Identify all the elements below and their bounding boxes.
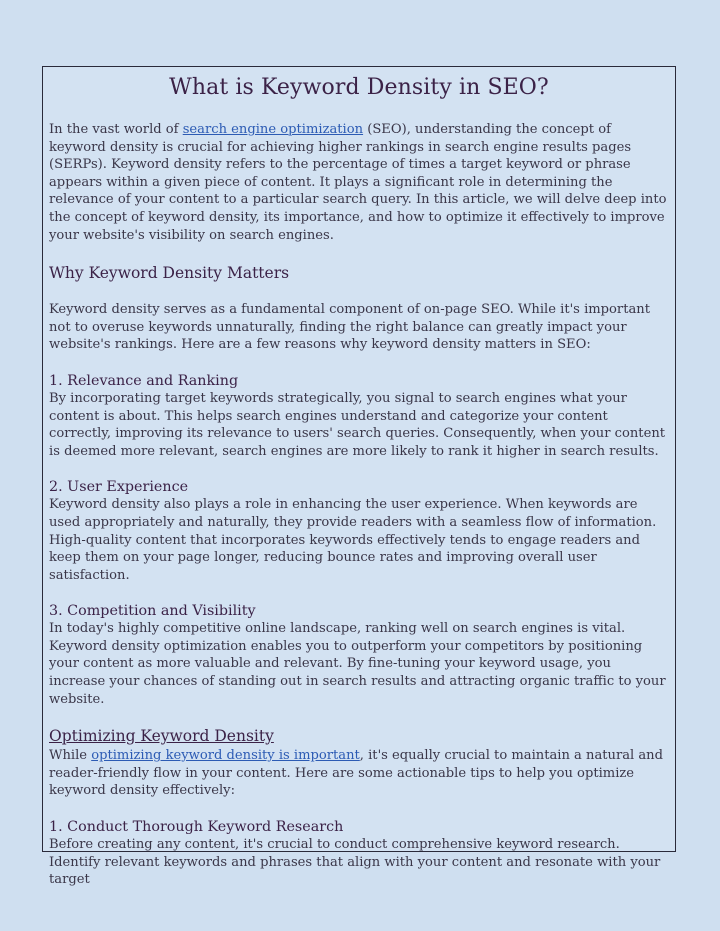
- reason-heading: 1. Relevance and Ranking: [49, 372, 239, 389]
- seo-link[interactable]: search engine optimization: [182, 122, 364, 137]
- intro-text-end: (SEO), understanding the concept of keyword density is crucial for achieving higher rankings in search engine results pages (SERPs). Keyword density refers to the percentage of times a target keyword or phrase appears within a given piece of content. It plays a significant role in determining the relevance of your content to a particular search query. In this article, we will delve deep into the concept of keyword density, its importance, and how to optimize it effectively to improve your website's visibility on search engines.: [49, 122, 667, 243]
- optimizing-text-end: , it's equally crucial to maintain a natural and reader-friendly flow in your content. Here are some actionable tips to help you optimize keyword density effectively:: [49, 748, 663, 799]
- intro-paragraph: [49, 121, 669, 244]
- reason-heading: 3. Competition and Visibility: [49, 603, 256, 620]
- document-page: [42, 66, 676, 888]
- section-heading-why: Why Keyword Density Matters: [49, 264, 290, 283]
- tip-heading: 1. Conduct Thorough Keyword Research: [49, 819, 344, 836]
- optimizing-link[interactable]: optimizing keyword density is important: [91, 748, 360, 764]
- document-body: [43, 73, 675, 889]
- tip-paragraph: Before creating any content, it's crucial to conduct comprehensive keyword research. Identify relevant keywords and phrases that align with your content and resonate with your target: [49, 837, 661, 888]
- reason-paragraph: By incorporating target keywords strategically, you signal to search engines what your content is about. This helps search engines understand and categorize your content correctly, improving its relevance to users' search queries. Consequently, when your content is deemed more relevant, search engines are more likely to rank it higher in search results.: [49, 390, 666, 459]
- reason-paragraph: Keyword density also plays a role in enhancing the user experience. When keywords are used appropriately and naturally, they provide readers with a seamless flow of information. High-quality content that incorporates keywords effectively tends to engage readers and keep them on your page longer, reducing bounce rates and improving overall user satisfaction.: [49, 497, 657, 583]
- page-title: What is Keyword Density in SEO?: [169, 75, 549, 100]
- optimizing-text-start: While: [49, 748, 92, 764]
- reason-paragraph: In today's highly competitive online landscape, ranking well on search engines is vital. Keyword density optimization enables you to outperform your competitors by positioning your content as more valuable and relevant. By fine-tuning your keyword usage, you increase your chances of standing out in search results and attracting organic traffic to your website.: [49, 621, 666, 707]
- intro-text-start: In the vast world of: [49, 122, 183, 137]
- reason-heading: 2. User Experience: [49, 479, 189, 496]
- section-heading-optimizing: Optimizing Keyword Density: [49, 727, 274, 746]
- why-paragraph: Keyword density serves as a fundamental component of on-page SEO. While it's important not to overuse keywords unnaturally, finding the right balance can greatly impact your website's rankings. Here are a few reasons why keyword density matters in SEO:: [49, 302, 650, 353]
- optimizing-paragraph: [49, 747, 669, 800]
